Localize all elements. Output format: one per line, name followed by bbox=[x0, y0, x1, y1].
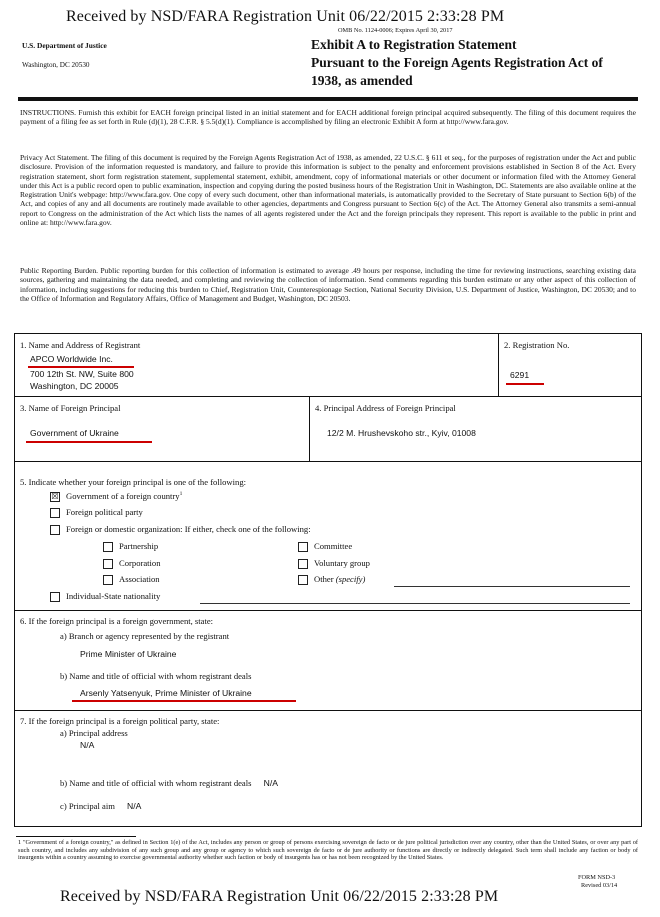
foreign-principal-address: 12/2 M. Hrushevskoho str., Kyiv, 01008 bbox=[327, 428, 476, 438]
field7c-row bbox=[60, 801, 141, 811]
foreign-principal-underline bbox=[26, 441, 152, 443]
checkbox-partnership[interactable] bbox=[103, 542, 113, 552]
row-divider-3 bbox=[14, 461, 642, 462]
exhibit-title-line-1: Exhibit A to Registration Statement bbox=[311, 37, 517, 52]
received-stamp-bottom: Received by NSD/FARA Registration Unit 06/22/2015 2:33:28 PM bbox=[60, 888, 499, 905]
exhibit-title-line-2: Pursuant to the Foreign Agents Registration Act of bbox=[311, 55, 603, 70]
registrant-name-underline bbox=[28, 366, 134, 368]
checkbox-political-party[interactable] bbox=[50, 508, 60, 518]
foreign-principal-name: Government of Ukraine bbox=[30, 428, 119, 438]
field7b-label: b) Name and title of official with whom registrant deals bbox=[60, 778, 252, 788]
field6a-label: a) Branch or agency represented by the registrant bbox=[60, 631, 230, 641]
divider-1-2 bbox=[498, 333, 499, 396]
checkbox-other[interactable] bbox=[298, 575, 308, 585]
row-divider-2 bbox=[14, 396, 642, 397]
registrant-name: APCO Worldwide Inc. bbox=[30, 354, 113, 364]
public-reporting-burden: Public Reporting Burden. Public reporting burden for this collection of information is estimated to average .49 hours per response, including the time for reviewing instructions, searching existing data sources, gathering and maintaining the data needed, and completing and reviewing the collection of information. Send comments regarding this burden estimate or any other aspect of this collection of information, including suggestions for reducing this burden to Chief, Registration Unit, Counterespionage Section, National Security Division, U.S. Department of Justice, Washington, DC 20530; and to the Office of Information and Regulatory Affairs, Office of Management and Budget, Washington, DC 20503. bbox=[20, 266, 636, 303]
other-specify-line[interactable] bbox=[394, 585, 630, 587]
field4-label: 4. Principal Address of Foreign Principal bbox=[315, 403, 456, 413]
form-right-border bbox=[641, 333, 642, 826]
official-name-underline bbox=[72, 700, 296, 702]
row-divider-5 bbox=[14, 710, 642, 711]
field6-label: 6. If the foreign principal is a foreign government, state: bbox=[20, 616, 214, 626]
checkbox-committee[interactable] bbox=[298, 542, 308, 552]
field7c-label: c) Principal aim bbox=[60, 801, 115, 811]
party-address-value: N/A bbox=[80, 740, 95, 750]
checkbox-individual[interactable] bbox=[50, 592, 60, 602]
individual-nationality-line[interactable] bbox=[200, 602, 630, 604]
footnote-rule bbox=[16, 836, 136, 837]
exhibit-title-line-3: 1938, as amended bbox=[311, 73, 413, 88]
row-divider-4 bbox=[14, 610, 642, 611]
department-location: Washington, DC 20530 bbox=[22, 61, 90, 69]
registrant-street: 700 12th St. NW, Suite 800 bbox=[30, 369, 134, 379]
option-individual[interactable]: Individual-State nationality bbox=[50, 591, 160, 602]
party-official-value: N/A bbox=[263, 778, 278, 788]
registrant-city: Washington, DC 20005 bbox=[30, 381, 119, 391]
option-government[interactable]: ☒ Government of a foreign country$^1$ bbox=[51, 491, 183, 502]
privacy-act-statement: Privacy Act Statement. The filing of this document is required by the Foreign Agents Registration Act of 1938, as amended, 22 U.S.C. § 611 et seq., for the purposes of registration under the Act and public disclosure. Provision of the information requested is mandatory, and failure to provide this information is subject to the penalty and enforcement provisions established in Section 8 of the Act. Every registration statement, short form registration statement, supplemental statement, exhibit, amendment, copy of informational materials or other document or information filed with the Attorney General under this Act is a public record open to public examination, inspection and copying during the posted business hours of the Registration Unit in Washington, DC. Statements are also available online at the Registration Unit's webpage: http://www.fara.gov. One copy of every such document, other than informational materials, is automatically provided to the Secretary of State pursuant to Section 6(b) of the Act, and copies of any and all documents are routinely made available to other agencies, departments and Congress pursuant to Section 6(c) of the Act. The Attorney General also transmits a semi-annual report to Congress on the administration of the Act which lists the names of all agents registered under the Act and the foreign principals they represent. This report is available to the public in print and online at: http://www.fara.gov. bbox=[20, 153, 636, 228]
field3-label: 3. Name of Foreign Principal bbox=[20, 403, 121, 413]
checkbox-association[interactable] bbox=[103, 575, 113, 585]
form-top-border bbox=[14, 333, 642, 334]
option-corporation[interactable]: Corporation bbox=[103, 558, 161, 569]
registration-number-underline bbox=[506, 383, 544, 385]
form-number: FORM NSD-3 bbox=[578, 874, 616, 881]
registration-number: 6291 bbox=[510, 370, 530, 380]
field2-label: 2. Registration No. bbox=[504, 340, 570, 350]
official-name-value: Arsenly Yatsenyuk, Prime Minister of Ukraine bbox=[80, 688, 252, 698]
field7a-label: a) Principal address bbox=[60, 728, 128, 738]
revision-date: Revised 03/14 bbox=[581, 882, 618, 889]
received-stamp-top: Received by NSD/FARA Registration Unit 06/22/2015 2:33:28 PM bbox=[66, 8, 505, 25]
branch-agency-value: Prime Minister of Ukraine bbox=[80, 649, 177, 659]
option-political-party[interactable]: Foreign political party bbox=[50, 507, 143, 518]
department-name: U.S. Department of Justice bbox=[22, 41, 107, 50]
option-organization[interactable]: Foreign or domestic organization: If either, check one of the following: bbox=[50, 524, 311, 535]
divider-3-4 bbox=[309, 396, 310, 461]
field7b-row bbox=[60, 778, 278, 788]
exhibit-title bbox=[311, 36, 603, 90]
header-divider bbox=[18, 97, 638, 101]
option-association[interactable]: Association bbox=[103, 574, 160, 585]
checkbox-corporation[interactable] bbox=[103, 559, 113, 569]
checkbox-government-checked[interactable]: ☒ bbox=[51, 492, 59, 502]
option-committee[interactable]: Committee bbox=[298, 541, 352, 552]
field5-label: 5. Indicate whether your foreign principal is one of the following: bbox=[20, 477, 246, 487]
field7-label: 7. If the foreign principal is a foreign political party, state: bbox=[20, 716, 220, 726]
option-partnership[interactable]: Partnership bbox=[103, 541, 158, 552]
checkbox-organization[interactable] bbox=[50, 525, 60, 535]
form-left-border bbox=[14, 333, 15, 826]
field6b-label: b) Name and title of official with whom registrant deals bbox=[60, 671, 252, 681]
omb-number: OMB No. 1124-0006; Expires April 30, 2017 bbox=[338, 27, 453, 34]
option-other[interactable]: Other (specify) bbox=[298, 574, 365, 585]
option-voluntary-group[interactable]: Voluntary group bbox=[298, 558, 370, 569]
field1-label: 1. Name and Address of Registrant bbox=[20, 340, 141, 350]
footnote-text: 1 "Government of a foreign country," as defined in Section 1(e) of the Act, includes any person or group of persons exercising sovereign de facto or de jure political jurisdiction over any country, other than the United States, or over any part of such country, and includes any subdivision of any such group and any group or agency to which such sovereign de facto or de jure authority or functions are directly or indirectly delegated. Such term shall include any faction or body of insurgents within a country assuming to exercise governmental authority whether such faction or body of insurgents has or has not been recognized by the United States. bbox=[18, 839, 638, 862]
footnote-marker: 1 bbox=[179, 491, 183, 498]
principal-aim-value: N/A bbox=[127, 801, 142, 811]
checkbox-voluntary-group[interactable] bbox=[298, 559, 308, 569]
instructions-text: INSTRUCTIONS. Furnish this exhibit for EACH foreign principal listed in an initial statement and for EACH additional foreign principal acquired subsequently. The filing of this document requires the payment of a filing fee as set forth in Rule (d)(1), 28 C.F.R. § 5.5(d)(1). Compliance is accomplished by filing an electronic Exhibit A form at http://www.fara.gov. bbox=[20, 108, 636, 127]
form-bottom-border bbox=[14, 826, 642, 827]
